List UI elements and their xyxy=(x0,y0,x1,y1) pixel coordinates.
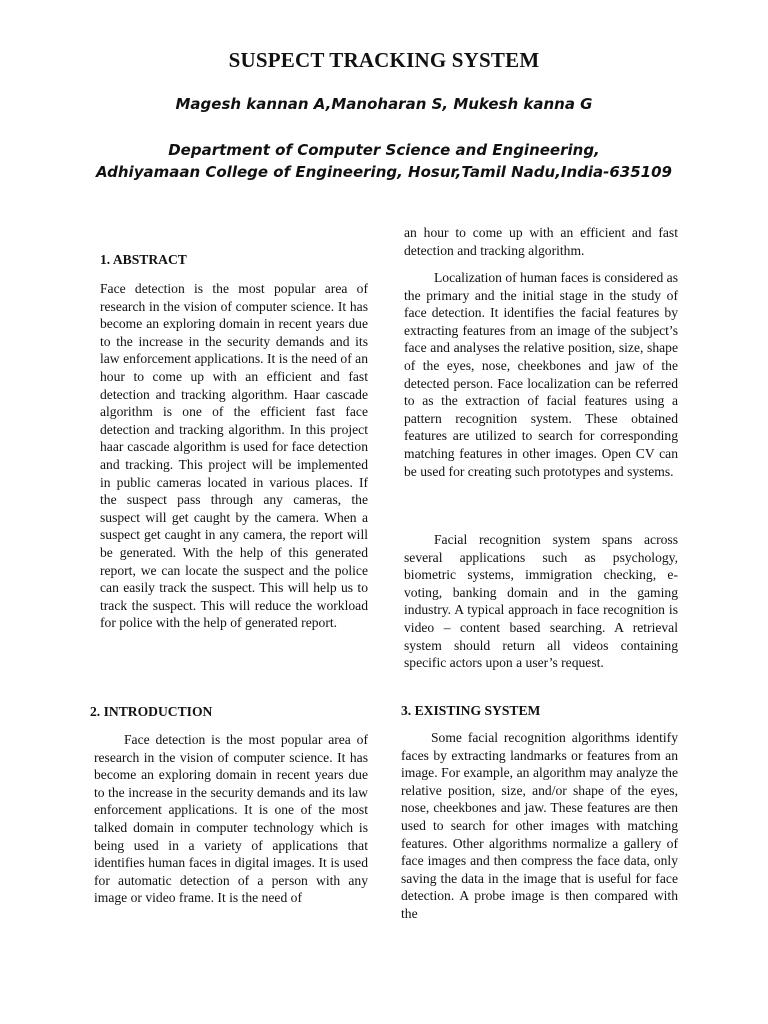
affiliation-department: Department of Computer Science and Engineering, xyxy=(168,141,600,159)
existing-system-heading: 3. EXISTING SYSTEM xyxy=(401,703,541,718)
introduction-heading: 2. INTRODUCTION xyxy=(90,704,213,719)
affiliation-college: Adhiyamaan College of Engineering, Hosur,Tamil Nadu,India-635109 xyxy=(95,163,672,181)
author-list: Magesh kannan A,Manoharan S, Mukesh kanna G xyxy=(175,95,593,113)
facial-recognition-paragraph: Facial recognition system spans across several applications such as psychology, biometric systems, immigration checking, e-voting, banking domain and in the gaming industry. A typical approach in face recognition is video – content based searching. A retrieval system should return all videos containing specific actors upon a user’s request. xyxy=(404,532,678,671)
introduction-continued-paragraph: an hour to come up with an efficient and fast detection and tracking algorithm. xyxy=(404,225,678,258)
abstract-paragraph: Face detection is the most popular area of research in the vision of computer science. It has become an exploring domain in recent years due to the increase in the security demands and its law enforcement applications. It is the need of an hour to come up with an efficient and fast detection and tracking algorithm. Haar cascade algorithm is one of the efficient fast face detection and tracking algorithm. In this project haar cascade algorithm is used for face detection and tracking. This project will be implemented in public cameras located in various places. If the suspect pass through any cameras, the suspect will get caught by the camera. When a suspect get caught in any camera, the report will be generated. With the help of this generated report, we can locate the suspect and the police can easily track the suspect. This will help us to track the suspect. This will reduce the workload for police with the help of generated report. xyxy=(100,281,368,631)
paper-title: SUSPECT TRACKING SYSTEM xyxy=(228,48,540,72)
abstract-heading: 1. ABSTRACT xyxy=(100,252,187,267)
introduction-paragraph: Face detection is the most popular area of research in the vision of computer science. It has become an exploring domain in recent years due to the increase in the security demands and its law enforcement applications. It is one of the most talked domain in computer technology which is being used in a variety of applications that identifies human faces in digital images. It is used for automatic detection of a person with any image or video frame. It is the need of xyxy=(94,732,368,906)
localization-paragraph: Localization of human faces is considered as the primary and the initial stage in the study of face detection. It identifies the facial features by extracting features from an image of the subject’s face and analyses the relative position, size, shape of the eyes, nose, cheekbones and jaw of the detected person. Face localization can be referred to as the extraction of facial features using a pattern recognition system. These obtained features are utilized to search for corresponding matching features in other images. Open CV can be used for creating such prototypes and systems. xyxy=(404,270,678,479)
existing-system-paragraph: Some facial recognition algorithms identify faces by extracting landmarks or features from an image. For example, an algorithm may analyze the relative position, size, and/or shape of the eyes, nose, cheekbones and jaw. These features are then used to search for other images with matching features. Other algorithms normalize a gallery of face images and then compress the face data, only saving the data in the image that is useful for face detection. A probe image is then compared with the xyxy=(401,730,678,921)
